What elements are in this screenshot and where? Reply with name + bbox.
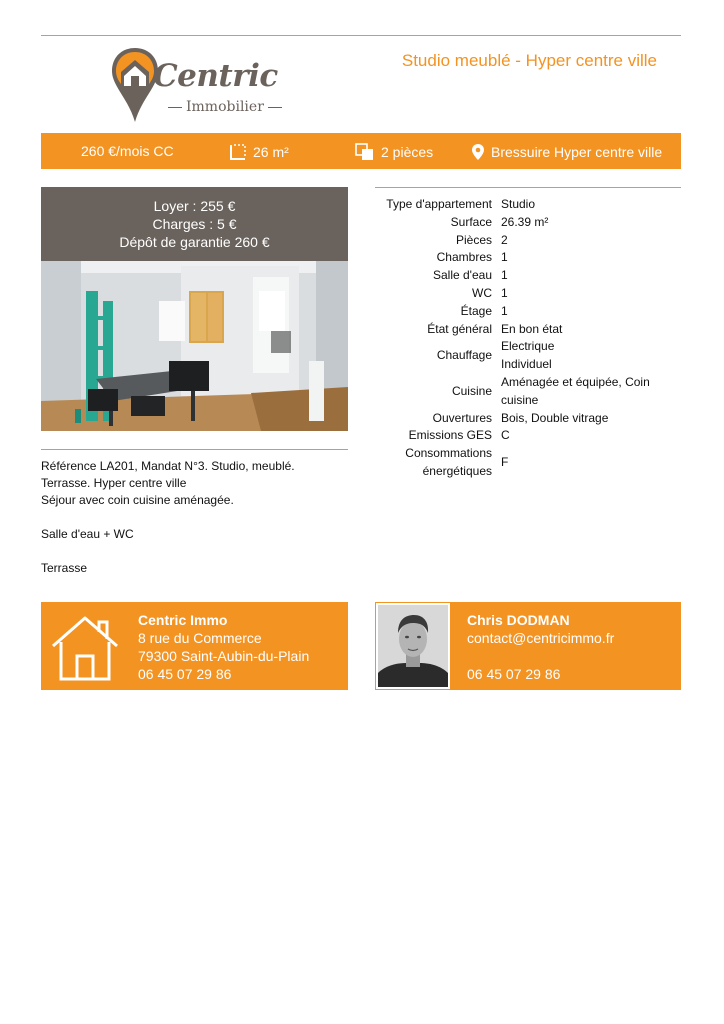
agent-card	[375, 602, 681, 690]
description-divider	[41, 449, 348, 450]
rent-loyer: Loyer : 255 €	[153, 198, 236, 214]
agent-avatar	[376, 603, 450, 689]
agency-city: 79300 Saint-Aubin-du-Plain	[138, 648, 310, 664]
spec-row	[375, 267, 681, 285]
spec-value: 1	[501, 303, 508, 318]
spec-row	[375, 232, 681, 250]
spec-label: Type d'appartement	[386, 197, 492, 211]
specs-table	[375, 196, 681, 481]
spec-row	[375, 427, 681, 445]
spec-value: C	[501, 428, 510, 443]
agent-name: Chris DODMAN	[467, 612, 570, 628]
price-label: 260 €/mois CC	[81, 143, 174, 159]
spec-value: En bon état	[501, 321, 563, 336]
rooms-icon	[355, 143, 375, 161]
spec-row	[375, 338, 681, 374]
spec-value: Electrique Individuel	[501, 339, 555, 372]
spec-label: Cuisine	[451, 383, 492, 398]
rent-box	[41, 187, 348, 261]
spec-row	[375, 374, 681, 410]
spec-value: Studio	[501, 197, 536, 211]
spec-label: Chambres	[436, 250, 492, 265]
spec-value: 1	[501, 250, 508, 265]
spec-value: 26.39 m²	[501, 214, 549, 229]
spec-row	[375, 214, 681, 232]
page-title: Studio meublé - Hyper centre ville	[401, 51, 657, 70]
surface-label: 26 m²	[253, 144, 289, 160]
spec-row	[375, 321, 681, 339]
rent-charges: Charges : 5 €	[152, 216, 237, 232]
house-icon	[49, 614, 121, 682]
logo-subtitle: Immobilier	[164, 99, 286, 115]
specs-divider	[375, 187, 681, 188]
summary-bar	[41, 133, 681, 169]
spec-label: État général	[427, 321, 492, 336]
spec-label: Pièces	[455, 232, 492, 247]
spec-label: Salle d'eau	[432, 268, 492, 283]
agency-card	[41, 602, 348, 690]
spec-label: Surface	[450, 214, 492, 229]
property-description: Référence LA201, Mandat N°3. Studio, meublé. Terrasse. Hyper centre ville Séjour avec coin cuisine aménagée. Salle d'eau + WC Terrasse	[41, 459, 295, 575]
spec-value: Bois, Double vitrage	[501, 410, 609, 425]
spec-value: 2	[501, 232, 508, 247]
summary-surface	[229, 143, 289, 161]
spec-label: Consommations énergétiques	[405, 446, 492, 478]
agent-email[interactable]: contact@centricimmo.fr	[467, 630, 615, 646]
spec-row	[375, 303, 681, 321]
map-pin-icon	[471, 143, 485, 161]
top-divider	[41, 35, 681, 36]
summary-location	[471, 143, 662, 161]
spec-value: F	[501, 455, 509, 470]
agency-street: 8 rue du Commerce	[138, 630, 262, 646]
spec-label: Ouvertures	[432, 410, 492, 425]
surface-icon	[229, 143, 247, 161]
agent-phone[interactable]: 06 45 07 29 86	[467, 666, 561, 682]
rooms-label: 2 pièces	[381, 144, 434, 160]
spec-label: Emissions GES	[408, 428, 492, 443]
spec-row	[375, 410, 681, 428]
spec-row	[375, 445, 681, 481]
spec-label: WC	[472, 285, 492, 300]
agency-phone[interactable]: 06 45 07 29 86	[138, 666, 232, 682]
spec-value: 1	[501, 285, 508, 300]
rent-deposit: Dépôt de garantie 260 €	[119, 234, 270, 250]
spec-value: Aménagée et équipée, Coin cuisine	[501, 374, 650, 407]
spec-row	[375, 196, 681, 214]
summary-rooms	[355, 143, 433, 161]
logo-brand: Centric	[153, 58, 278, 94]
spec-label: Étage	[460, 303, 492, 318]
spec-label: Chauffage	[436, 348, 492, 363]
spec-row	[375, 249, 681, 267]
property-photo	[41, 261, 348, 431]
summary-price	[81, 143, 174, 159]
agency-name: Centric Immo	[138, 612, 228, 628]
location-label: Bressuire Hyper centre ville	[491, 144, 663, 160]
spec-value: 1	[501, 268, 508, 283]
spec-row	[375, 285, 681, 303]
